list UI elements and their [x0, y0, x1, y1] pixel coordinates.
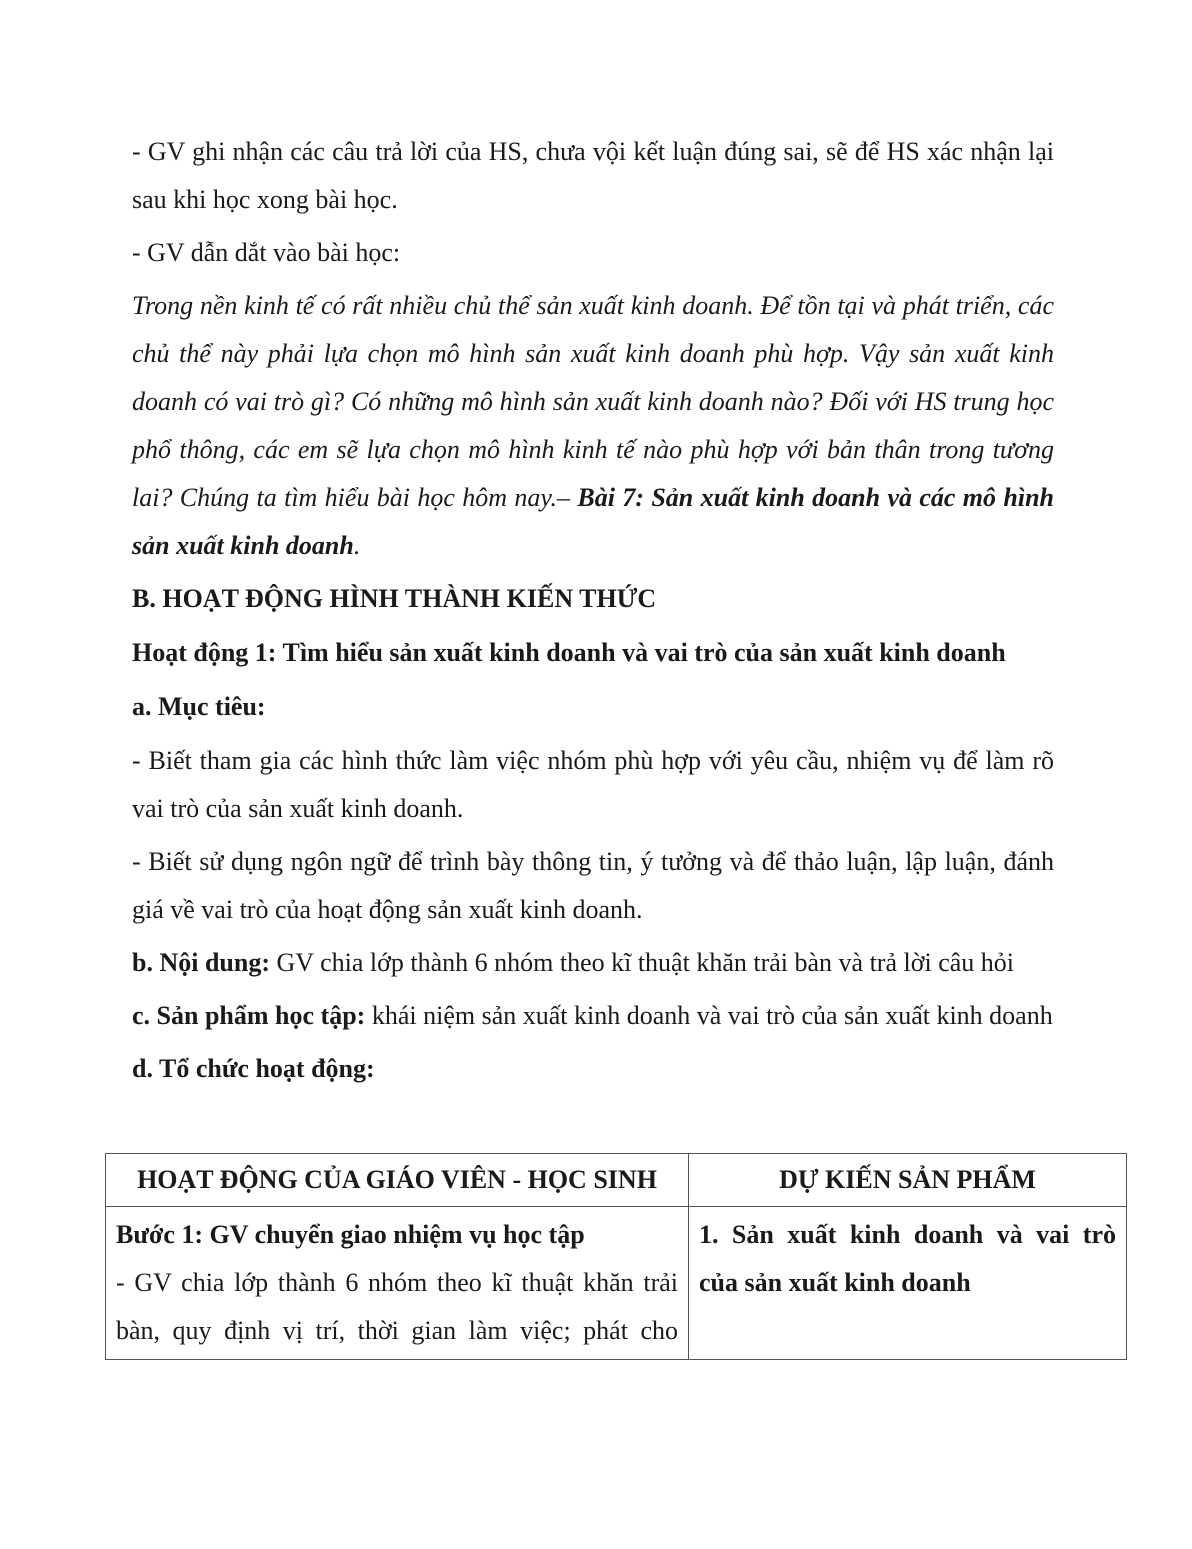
table-header-expected-product: DỰ KIẾN SẢN PHẨM [689, 1154, 1127, 1207]
product-title-line-2: của sản xuất kinh doanh [699, 1268, 971, 1297]
intro-end: . [353, 531, 361, 560]
organization-label: d. Tổ chức hoạt động: [132, 1054, 375, 1083]
table-cell-activity [106, 1207, 689, 1360]
step-title: Bước 1: GV chuyển giao nhiệm vụ học tập [116, 1220, 585, 1249]
product-title-line-1: 1. Sản xuất kinh doanh và vai trò [699, 1220, 1116, 1249]
paragraph-teacher-notes: - GV ghi nhận các câu trả lời của HS, chưa vội kết luận đúng sai, sẽ để HS xác nhận lại sau khi học xong bài học. [132, 137, 1054, 214]
activity-table [105, 1153, 1127, 1360]
table-row [106, 1207, 1127, 1360]
document-body [132, 128, 1054, 1099]
objective-label: a. Mục tiêu: [132, 692, 266, 721]
objective-item-1: - Biết tham gia các hình thức làm việc nhóm phù hợp với yêu cầu, nhiệm vụ để làm rõ vai trò của sản xuất kinh doanh. [132, 746, 1054, 823]
paragraph-intro-italic [132, 282, 1054, 570]
lesson-title: Bài 7: Sản xuất kinh doanh và các mô hình sản xuất kinh doanh [132, 483, 1054, 560]
objective-item-2: - Biết sử dụng ngôn ngữ để trình bày thông tin, ý tưởng và để thảo luận, lập luận, đánh giá về vai trò của hoạt động sản xuất kinh doanh. [132, 847, 1054, 924]
content-text: GV chia lớp thành 6 nhóm theo kĩ thuật khăn trải bàn và trả lời câu hỏi [270, 948, 1015, 977]
intro-text: Trong nền kinh tế có rất nhiều chủ thể sản xuất kinh doanh. Để tồn tại và phát triển, các chủ thể này phải lựa chọn mô hình sản xuất kinh doanh phù hợp. Vậy sản xuất kinh doanh có vai trò gì? Có những mô hình sản xuất kinh doanh nào? Đối với HS trung học phổ thông, các em sẽ lựa chọn mô hình kinh tế nào phù hợp với bản thân trong tương lai? Chúng ta tìm hiểu bài học hôm nay.– [132, 291, 1054, 512]
product-label: c. Sản phẩm học tập: [132, 1001, 366, 1030]
step-line-2: bàn, quy định vị trí, thời gian làm việc; phát cho [116, 1316, 678, 1345]
table-header-teacher-student: HOẠT ĐỘNG CỦA GIÁO VIÊN - HỌC SINH [106, 1154, 689, 1207]
content-paragraph [132, 939, 1054, 987]
product-paragraph [132, 992, 1054, 1040]
activity-heading: Hoạt động 1: Tìm hiểu sản xuất kinh doanh và vai trò của sản xuất kinh doanh [132, 638, 1006, 667]
product-text: khái niệm sản xuất kinh doanh và vai trò của sản xuất kinh doanh [365, 1001, 1053, 1030]
section-heading: B. HOẠT ĐỘNG HÌNH THÀNH KIẾN THỨC [132, 584, 657, 613]
content-label: b. Nội dung: [132, 948, 270, 977]
table-header-row [106, 1154, 1127, 1207]
table-cell-product [689, 1207, 1127, 1360]
step-line-1: - GV chia lớp thành 6 nhóm theo kĩ thuật khăn trải [116, 1268, 678, 1297]
paragraph-lead-in: - GV dẫn dắt vào bài học: [132, 238, 401, 267]
